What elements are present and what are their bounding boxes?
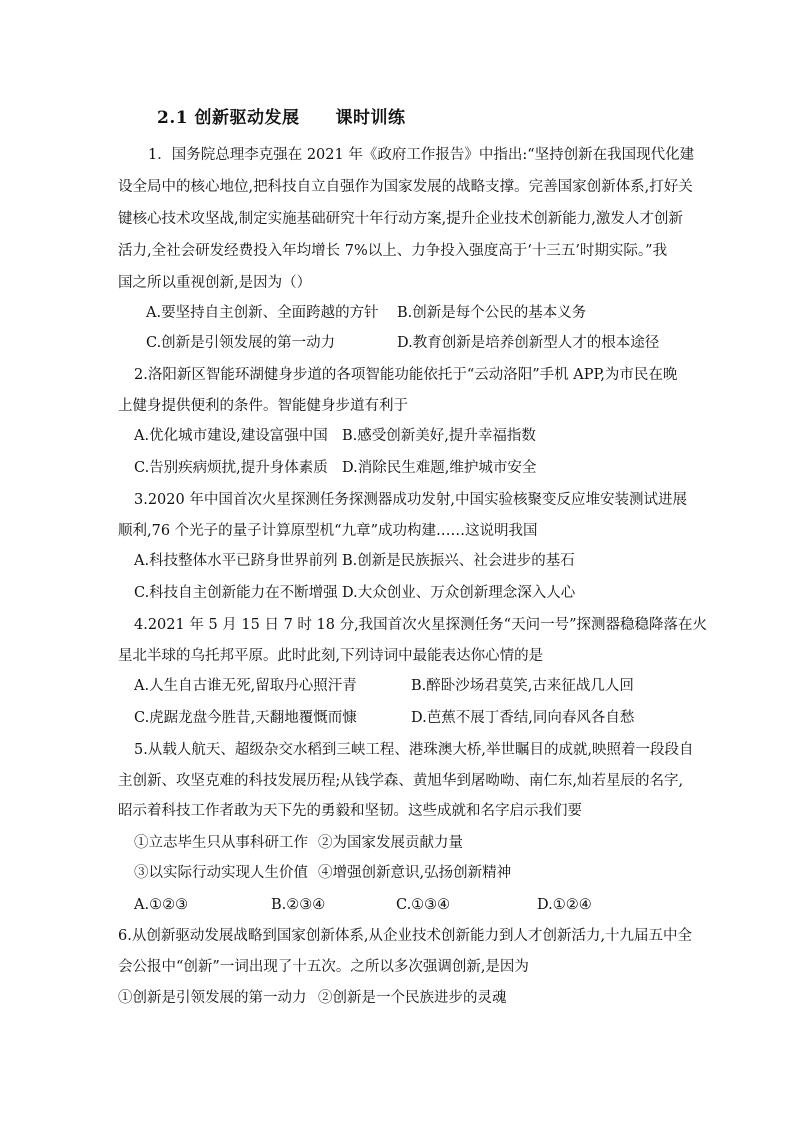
- question-1-line-2: 设全局中的核心地位,把科技自立自强作为国家发展的战略支撑。完善国家创新体系,打好关: [118, 179, 693, 195]
- question-5-line-1: 5.从载人航天、超级杂交水稻到三峡工程、港珠澳大桥,举世瞩目的成就,映照着一段段自: [134, 742, 694, 758]
- question-4-option-a: A.人生自古谁无死,留取丹心照汗青: [134, 678, 357, 694]
- question-1-option-a: A.要坚持自主创新、全面跨越的方针: [146, 305, 379, 321]
- question-1-option-c: C.创新是引领发展的第一动力: [146, 335, 336, 351]
- question-1-line-5: 国之所以重视创新,是因为（）: [118, 275, 312, 291]
- question-2-line-1: 2.洛阳新区智能环湖健身步道的各项智能功能依托于“云动洛阳”手机 APP,为市民在晚: [134, 367, 678, 383]
- question-3-option-c: C.科技自主创新能力在不断增强: [134, 585, 338, 601]
- question-2-option-a: A.优化城市建设,建设富强中国: [134, 428, 328, 444]
- question-6-line-1: 6.从创新驱动发展战略到国家创新体系,从企业技术创新能力到人才创新活力,十九届五中全: [118, 928, 693, 944]
- question-2-option-b: B.感受创新美好,提升幸福指数: [342, 428, 536, 444]
- question-4-option-c: C.虎踞龙盘今胜昔,天翻地覆慨而慷: [134, 710, 357, 726]
- question-2-option-c: C.告别疾病烦扰,提升身体素质: [134, 460, 328, 476]
- question-5-option-b: B.②③④: [271, 897, 326, 913]
- document-title: [157, 103, 406, 128]
- question-4-line-1: 4.2021 年 5 月 15 日 7 时 18 分,我国首次火星探测任务“天问一号”探测器稳稳降落在火: [134, 617, 708, 633]
- question-5-line-3: 昭示着科技工作者敢为天下先的勇毅和坚韧。这些成就和名字启示我们要: [118, 803, 582, 819]
- title-sub: 课时训练: [335, 108, 406, 128]
- question-1-line-1: 1．国务院总理李克强在 2021 年《政府工作报告》中指出:“坚持创新在我国现代化建: [148, 147, 695, 163]
- question-1-line-4: 活力,全社会研发经费投入年均增长 7%以上、力争投入强度高于‘十三五’时期实际。”我: [118, 243, 668, 259]
- question-3-line-1: 3.2020 年中国首次火星探测任务探测器成功发射,中国实验核聚变反应堆安装测试进展: [134, 492, 687, 508]
- question-3-option-b: B.创新是民族振兴、社会进步的基石: [342, 553, 575, 569]
- question-4-line-2: 星北半球的乌托邦平原。此时此刻,下列诗词中最能表达你心情的是: [118, 648, 544, 664]
- question-1-option-d: D.教育创新是培养创新型人才的根本途径: [397, 335, 660, 351]
- question-6-line-2: 会公报中“创新”一词出现了十五次。之所以多次强调创新,是因为: [118, 959, 529, 975]
- question-5-option-c: C.①③④: [396, 897, 451, 913]
- question-4-option-b: B.醉卧沙场君莫笑,古来征战几人回: [411, 678, 634, 694]
- question-5-line-2: 主创新、攻坚克难的科技发展历程;从钱学森、黄旭华到屠呦呦、南仁东,灿若星辰的名字,: [118, 773, 684, 789]
- question-3-option-a: A.科技整体水平已跻身世界前列: [134, 553, 338, 569]
- question-6-statement-1: ①创新是引领发展的第一动力: [118, 990, 307, 1006]
- question-3-option-d: D.大众创业、万众创新理念深入人心: [342, 585, 576, 601]
- question-5-option-d: D.①②④: [537, 897, 592, 913]
- question-1-line-3: 键核心技术攻坚战,制定实施基础研究十年行动方案,提升企业技术创新能力,激发人才创新: [118, 211, 683, 227]
- question-2-line-2: 上健身提供便利的条件。智能健身步道有利于: [118, 398, 408, 414]
- question-4-option-d: D.芭蕉不展丁香结,同向春风各自愁: [411, 710, 635, 726]
- title-main: 2.1 创新驱动发展: [157, 108, 300, 128]
- question-3-line-2: 顺利,76 个光子的量子计算原型机“九章”成功构建……这说明我国: [118, 523, 538, 539]
- question-5-option-a: A.①②③: [134, 897, 189, 913]
- question-5-statement-2: ②为国家发展贡献力量: [318, 835, 463, 851]
- question-6-statement-2: ②创新是一个民族进步的灵魂: [318, 990, 507, 1006]
- question-5-statement-4: ④增强创新意识,弘扬创新精神: [318, 865, 512, 881]
- question-5-statement-1: ①立志毕生只从事科研工作: [134, 835, 308, 851]
- question-1-option-b: B.创新是每个公民的基本义务: [397, 305, 587, 321]
- question-5-statement-3: ③以实际行动实现人生价值: [134, 865, 308, 881]
- question-2-option-d: D.消除民生难题,维护城市安全: [342, 460, 537, 476]
